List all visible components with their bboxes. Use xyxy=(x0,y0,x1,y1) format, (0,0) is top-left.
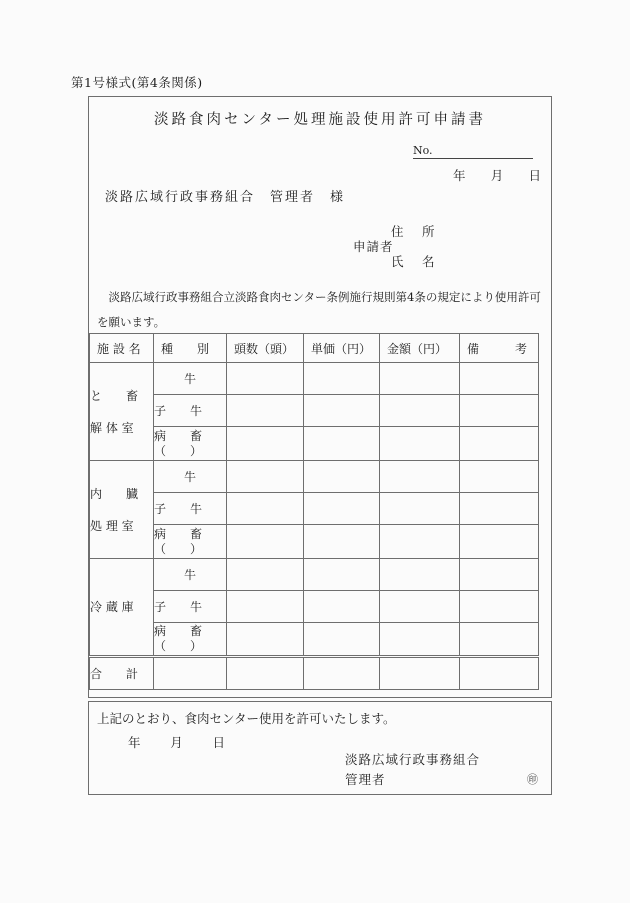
heads-cell xyxy=(227,525,304,559)
amount-cell xyxy=(380,657,460,690)
heads-cell xyxy=(227,493,304,525)
approver-manager-line xyxy=(345,770,538,790)
manager-label: 管理者 xyxy=(345,772,386,787)
seal-mark: ㊞ xyxy=(527,773,538,786)
heads-cell xyxy=(227,623,304,657)
notes-cell xyxy=(460,559,539,591)
table-header-row xyxy=(90,334,539,363)
unit-price-cell xyxy=(304,591,380,623)
addressee-line: 淡路広域行政事務組合 管理者 様 xyxy=(105,190,346,205)
notes-cell xyxy=(460,623,539,657)
date-day-label: 日 xyxy=(528,168,541,183)
heads-cell xyxy=(227,657,304,690)
unit-price-cell xyxy=(304,395,380,427)
date-year-label: 年 xyxy=(128,735,141,750)
heads-cell xyxy=(227,591,304,623)
document-number-label: No. xyxy=(413,144,433,157)
species-cell-sick-animal xyxy=(154,525,227,559)
approver-block xyxy=(345,750,538,790)
species-cell-sick-animal xyxy=(154,427,227,461)
unit-price-cell xyxy=(304,363,380,395)
date-month-label: 月 xyxy=(170,735,183,750)
notes-cell xyxy=(460,591,539,623)
notes-cell xyxy=(460,461,539,493)
facility-cell-refrigerator xyxy=(90,559,154,657)
amount-cell xyxy=(380,525,460,559)
facility-label-line: と 畜 xyxy=(90,388,139,403)
form-title: 淡路食肉センター処理施設使用許可申請書 xyxy=(154,112,486,128)
species-label-line: 病 畜 xyxy=(154,624,203,638)
facility-cell-slaughter-room xyxy=(90,363,154,461)
total-label-cell: 合 計 xyxy=(90,657,154,690)
species-cell-cattle: 牛 xyxy=(154,363,227,395)
facility-label-line: 冷 蔵 庫 xyxy=(90,600,134,614)
amount-cell xyxy=(380,623,460,657)
amount-cell xyxy=(380,363,460,395)
amount-cell xyxy=(380,559,460,591)
table-row xyxy=(90,461,539,493)
notes-cell xyxy=(460,363,539,395)
species-cell-calf: 子 牛 xyxy=(154,395,227,427)
applicant-address-label: 住 所 xyxy=(391,224,438,239)
col-header-species: 種 別 xyxy=(154,334,227,363)
heads-cell xyxy=(227,461,304,493)
species-label-line: 病 畜 xyxy=(154,526,203,541)
unit-price-cell xyxy=(304,427,380,461)
species-cell-cattle: 牛 xyxy=(154,461,227,493)
unit-price-cell xyxy=(304,461,380,493)
table-row xyxy=(90,559,539,591)
unit-price-cell xyxy=(304,657,380,690)
unit-price-cell xyxy=(304,493,380,525)
amount-cell xyxy=(380,591,460,623)
species-cell-sick-animal xyxy=(154,623,227,657)
species-parentheses-line: （ ） xyxy=(154,541,203,556)
unit-price-cell xyxy=(304,623,380,657)
heads-cell xyxy=(227,559,304,591)
col-header-amount: 金額（円） xyxy=(380,334,460,363)
amount-cell xyxy=(380,461,460,493)
table-row xyxy=(90,363,539,395)
applicant-name-label: 氏 名 xyxy=(391,254,438,269)
unit-price-cell xyxy=(304,559,380,591)
facility-label-line: 処 理 室 xyxy=(90,518,134,533)
col-header-facility: 施 設 名 xyxy=(90,334,154,363)
facility-label-line: 内 臓 xyxy=(90,486,139,501)
table-total-row xyxy=(90,657,539,690)
approval-box xyxy=(88,701,552,795)
heads-cell xyxy=(227,395,304,427)
species-cell-calf: 子 牛 xyxy=(154,493,227,525)
amount-cell xyxy=(380,427,460,461)
amount-cell xyxy=(380,395,460,427)
notes-cell xyxy=(460,427,539,461)
approver-organization: 淡路広域行政事務組合 xyxy=(345,752,481,767)
unit-price-cell xyxy=(304,525,380,559)
species-cell-calf: 子 牛 xyxy=(154,591,227,623)
species-cell xyxy=(154,657,227,690)
application-body-text: 淡路広域行政事務組合立淡路食肉センター条例施行規則第4条の規定により使用許可を願います。 xyxy=(97,290,541,329)
table-row xyxy=(90,591,539,623)
applicant-label: 申請者 xyxy=(353,239,394,254)
col-header-notes: 備 考 xyxy=(460,334,539,363)
species-parentheses-line: （ ） xyxy=(154,639,203,653)
form-number-label: 第1号様式(第4条関係) xyxy=(71,75,203,90)
notes-cell xyxy=(460,657,539,690)
table-row xyxy=(90,525,539,559)
date-month-label: 月 xyxy=(490,168,504,183)
species-cell-cattle: 牛 xyxy=(154,559,227,591)
notes-cell xyxy=(460,493,539,525)
date-day-label: 日 xyxy=(212,735,225,750)
approval-statement: 上記のとおり、食肉センター使用を許可いたします。 xyxy=(97,711,396,726)
table-row xyxy=(90,623,539,657)
facility-label-line: 解 体 室 xyxy=(90,420,134,435)
notes-cell xyxy=(460,395,539,427)
heads-cell xyxy=(227,363,304,395)
document-number-underline xyxy=(413,141,533,159)
application-date-line xyxy=(453,166,541,184)
species-parentheses-line: （ ） xyxy=(154,443,203,458)
facility-cell-organ-room xyxy=(90,461,154,559)
table-row xyxy=(90,427,539,461)
amount-cell xyxy=(380,493,460,525)
species-label-line: 病 畜 xyxy=(154,428,203,443)
approval-date-line xyxy=(128,733,225,751)
notes-cell xyxy=(460,525,539,559)
fee-table xyxy=(89,333,539,690)
date-year-label: 年 xyxy=(453,168,466,183)
col-header-unit-price: 単価（円） xyxy=(304,334,380,363)
table-row xyxy=(90,493,539,525)
col-header-heads: 頭数（頭） xyxy=(227,334,304,363)
table-row xyxy=(90,395,539,427)
application-form-box xyxy=(88,96,552,698)
heads-cell xyxy=(227,427,304,461)
